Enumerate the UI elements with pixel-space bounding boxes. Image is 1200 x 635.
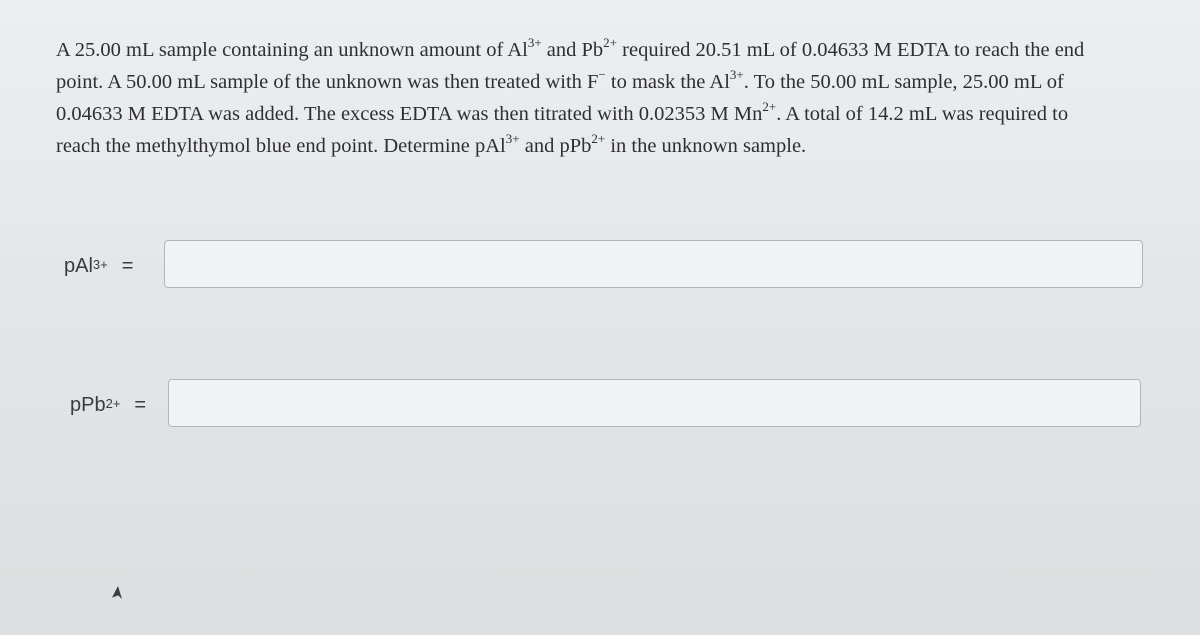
equals-sign: = bbox=[121, 254, 134, 277]
charge-superscript: 2+ bbox=[603, 35, 618, 51]
charge-superscript: 3+ bbox=[729, 67, 744, 83]
question-text-segment: to mask the Al bbox=[605, 71, 730, 93]
charge-superscript: 3+ bbox=[527, 35, 542, 51]
charge-superscript: 2+ bbox=[762, 99, 777, 115]
pal-label: pAl $^{3+}$ = bbox=[64, 254, 134, 277]
ppb-label: pPb $^{2+}$ = bbox=[70, 393, 147, 416]
question-text-segment: reach the methylthymol blue end point. Determine pAl bbox=[56, 135, 506, 157]
question-text-segment: and Pb bbox=[541, 39, 604, 61]
ppb-answer-input[interactable] bbox=[168, 379, 1141, 427]
question-text-segment: in the unknown sample. bbox=[605, 135, 807, 157]
pal-answer-row bbox=[0, 238, 1200, 294]
question-text-segment: and pPb bbox=[519, 135, 592, 157]
question-line-3 bbox=[56, 98, 1176, 130]
equals-sign: = bbox=[134, 393, 147, 416]
question-line-1 bbox=[56, 34, 1176, 66]
question-text-segment: required 20.51 mL of 0.04633 M EDTA to reach the end bbox=[617, 39, 1085, 61]
question-text bbox=[56, 34, 1176, 162]
question-text-segment: A 25.00 mL sample containing an unknown amount of Al bbox=[56, 39, 528, 61]
ppb-answer-row bbox=[0, 377, 1200, 433]
question-text-segment: . To the 50.00 mL sample, 25.00 mL of bbox=[743, 71, 1064, 93]
charge-superscript: − bbox=[598, 67, 606, 83]
question-text-segment: 0.04633 M EDTA was added. The excess EDTA was then titrated with 0.02353 M Mn bbox=[56, 103, 763, 125]
mouse-pointer-icon bbox=[109, 585, 123, 601]
question-line-2 bbox=[56, 66, 1176, 98]
question-line-4 bbox=[56, 130, 1176, 162]
charge-superscript: 2+ bbox=[591, 131, 606, 147]
ppb-label-text: pPb bbox=[70, 393, 106, 416]
pal-label-text: pAl bbox=[64, 254, 93, 277]
question-text-segment: point. A 50.00 mL sample of the unknown was then treated with F bbox=[56, 71, 599, 93]
question-text-segment: . A total of 14.2 mL was required to bbox=[776, 103, 1069, 125]
charge-superscript: 3+ bbox=[505, 131, 520, 147]
pal-answer-input[interactable] bbox=[164, 240, 1143, 288]
